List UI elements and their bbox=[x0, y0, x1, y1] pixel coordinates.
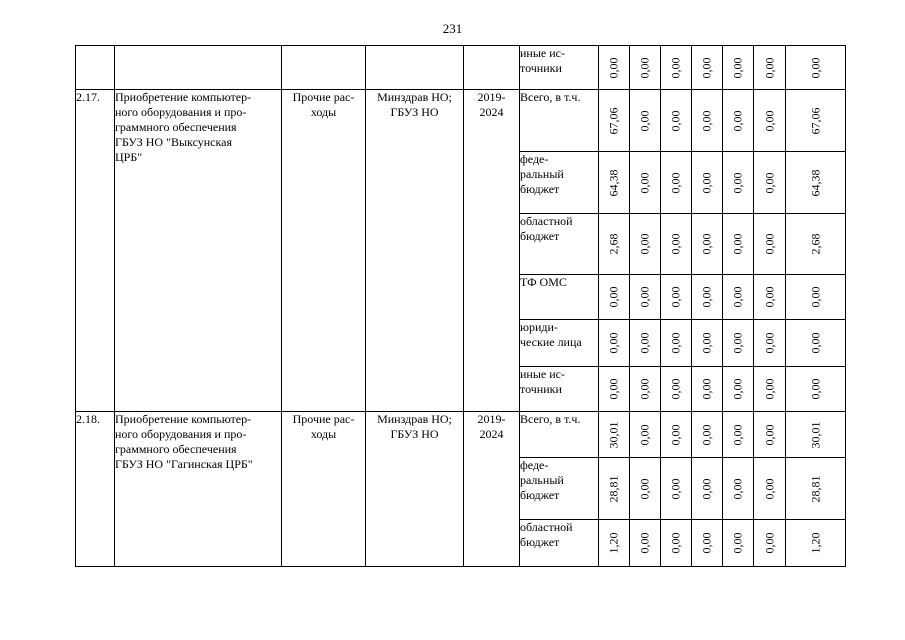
value-cell bbox=[786, 412, 846, 458]
value-cell bbox=[692, 275, 723, 320]
item-name: Приобретение компьютер- ного оборудования и про- граммного обеспечения ГБУЗ НО "Выксунская ЦРБ" bbox=[115, 90, 282, 412]
value-cell bbox=[630, 320, 661, 367]
value-cell bbox=[692, 458, 723, 520]
value-cell bbox=[754, 152, 786, 214]
value-text: 0,00 bbox=[730, 424, 745, 445]
value-cell bbox=[661, 152, 692, 214]
value-text: 0,00 bbox=[668, 110, 683, 131]
value-cell bbox=[723, 275, 754, 320]
value-text: 0,00 bbox=[668, 172, 683, 193]
value-text: 67,06 bbox=[808, 107, 822, 134]
value-text: 0,00 bbox=[730, 110, 745, 131]
table-row bbox=[76, 90, 846, 152]
value-cell bbox=[599, 412, 630, 458]
value-cell bbox=[754, 320, 786, 367]
value-text: 0,00 bbox=[730, 478, 745, 499]
value-text: 0,00 bbox=[668, 478, 683, 499]
value-cell bbox=[599, 152, 630, 214]
value-text: 0,00 bbox=[762, 332, 776, 354]
item-number: 2.17. bbox=[76, 90, 115, 412]
value-cell bbox=[754, 90, 786, 152]
value-cell bbox=[754, 214, 786, 275]
value-text: 0,00 bbox=[762, 110, 776, 131]
value-text: 0,00 bbox=[637, 57, 652, 78]
value-cell bbox=[786, 458, 846, 520]
value-text: 0,00 bbox=[808, 286, 822, 308]
funding-source: феде- ральный бюджет bbox=[520, 152, 599, 214]
value-cell bbox=[723, 90, 754, 152]
value-cell bbox=[754, 367, 786, 412]
value-text: 0,00 bbox=[808, 378, 822, 400]
value-cell bbox=[661, 214, 692, 275]
value-cell bbox=[692, 214, 723, 275]
value-cell bbox=[754, 520, 786, 567]
period: 2019- 2024 bbox=[464, 412, 520, 567]
value-text: 1,20 bbox=[606, 532, 621, 554]
value-cell bbox=[630, 458, 661, 520]
funding-source: иные ис- точники bbox=[520, 46, 599, 90]
value-text: 0,00 bbox=[762, 424, 776, 445]
value-cell bbox=[786, 46, 846, 90]
value-text: 0,00 bbox=[637, 332, 652, 354]
value-text: 0,00 bbox=[668, 424, 683, 445]
value-cell bbox=[786, 275, 846, 320]
value-cell bbox=[661, 412, 692, 458]
value-cell bbox=[723, 46, 754, 90]
value-text: 0,00 bbox=[668, 233, 683, 255]
value-text: 0,00 bbox=[699, 532, 714, 554]
empty-cell bbox=[282, 46, 366, 90]
value-cell bbox=[630, 412, 661, 458]
value-cell bbox=[630, 520, 661, 567]
value-text: 64,38 bbox=[808, 169, 822, 196]
value-text: 1,20 bbox=[808, 532, 822, 554]
value-cell bbox=[723, 367, 754, 412]
value-text: 0,00 bbox=[762, 478, 776, 499]
value-text: 30,01 bbox=[808, 421, 822, 448]
value-text: 0,00 bbox=[808, 332, 822, 354]
value-cell bbox=[661, 275, 692, 320]
funding-source: иные ис- точники bbox=[520, 367, 599, 412]
value-cell bbox=[754, 46, 786, 90]
value-text: 67,06 bbox=[606, 107, 621, 134]
value-text: 0,00 bbox=[699, 110, 714, 131]
expense-type: Прочие рас- ходы bbox=[282, 90, 366, 412]
value-text: 30,01 bbox=[606, 421, 621, 448]
value-text: 0,00 bbox=[637, 378, 652, 400]
value-cell bbox=[599, 458, 630, 520]
value-text: 0,00 bbox=[762, 286, 776, 308]
value-cell bbox=[661, 367, 692, 412]
value-text: 64,38 bbox=[606, 169, 621, 196]
empty-cell bbox=[366, 46, 464, 90]
value-text: 0,00 bbox=[668, 57, 683, 78]
value-text: 0,00 bbox=[762, 57, 776, 78]
value-text: 0,00 bbox=[762, 532, 776, 554]
value-text: 0,00 bbox=[699, 332, 714, 354]
value-text: 0,00 bbox=[730, 532, 745, 554]
value-cell bbox=[599, 520, 630, 567]
value-cell bbox=[692, 46, 723, 90]
value-text: 28,81 bbox=[808, 475, 822, 502]
value-text: 0,00 bbox=[699, 286, 714, 308]
funding-source: областной бюджет bbox=[520, 214, 599, 275]
executor: Минздрав НО; ГБУЗ НО bbox=[366, 90, 464, 412]
value-cell bbox=[723, 520, 754, 567]
value-cell bbox=[786, 320, 846, 367]
value-cell bbox=[661, 320, 692, 367]
value-text: 0,00 bbox=[637, 110, 652, 131]
value-cell bbox=[754, 275, 786, 320]
expense-type: Прочие рас- ходы bbox=[282, 412, 366, 567]
value-text: 0,00 bbox=[699, 172, 714, 193]
value-cell bbox=[692, 520, 723, 567]
value-text: 0,00 bbox=[730, 378, 745, 400]
value-cell bbox=[599, 46, 630, 90]
value-cell bbox=[630, 90, 661, 152]
value-text: 0,00 bbox=[808, 57, 822, 78]
value-cell bbox=[692, 90, 723, 152]
table-row bbox=[76, 46, 846, 90]
value-cell bbox=[630, 275, 661, 320]
value-text: 0,00 bbox=[730, 332, 745, 354]
value-text: 0,00 bbox=[668, 532, 683, 554]
item-name: Приобретение компьютер- ного оборудования и про- граммного обеспечения ГБУЗ НО "Гагинская ЦРБ" bbox=[115, 412, 282, 567]
value-text: 0,00 bbox=[637, 532, 652, 554]
value-cell bbox=[723, 320, 754, 367]
value-text: 0,00 bbox=[668, 286, 683, 308]
funding-source: Всего, в т.ч. bbox=[520, 90, 599, 152]
value-text: 0,00 bbox=[730, 233, 745, 255]
value-cell bbox=[599, 275, 630, 320]
funding-source: юриди- ческие лица bbox=[520, 320, 599, 367]
value-text: 0,00 bbox=[730, 172, 745, 193]
value-text: 0,00 bbox=[668, 332, 683, 354]
value-text: 0,00 bbox=[637, 172, 652, 193]
value-cell bbox=[754, 412, 786, 458]
value-cell bbox=[661, 90, 692, 152]
value-cell bbox=[599, 90, 630, 152]
value-text: 0,00 bbox=[762, 172, 776, 193]
value-text: 0,00 bbox=[637, 286, 652, 308]
value-cell bbox=[630, 367, 661, 412]
empty-cell bbox=[464, 46, 520, 90]
value-cell bbox=[661, 520, 692, 567]
value-text: 0,00 bbox=[730, 286, 745, 308]
value-text: 2,68 bbox=[606, 233, 621, 255]
value-cell bbox=[723, 412, 754, 458]
value-cell bbox=[630, 46, 661, 90]
page-number: 231 bbox=[442, 21, 463, 36]
value-cell bbox=[599, 320, 630, 367]
value-cell bbox=[754, 458, 786, 520]
value-text: 0,00 bbox=[730, 57, 745, 78]
value-text: 0,00 bbox=[606, 332, 621, 354]
empty-cell bbox=[76, 46, 115, 90]
value-cell bbox=[786, 520, 846, 567]
table-row bbox=[76, 412, 846, 458]
financing-table bbox=[75, 45, 846, 567]
value-text: 0,00 bbox=[637, 233, 652, 255]
value-text: 0,00 bbox=[606, 57, 621, 78]
value-text: 0,00 bbox=[699, 424, 714, 445]
value-cell bbox=[692, 320, 723, 367]
value-cell bbox=[599, 214, 630, 275]
value-cell bbox=[723, 458, 754, 520]
value-text: 0,00 bbox=[699, 478, 714, 499]
value-text: 0,00 bbox=[762, 378, 776, 400]
value-cell bbox=[630, 214, 661, 275]
value-text: 2,68 bbox=[808, 233, 822, 255]
funding-source: областной бюджет bbox=[520, 520, 599, 567]
value-cell bbox=[692, 367, 723, 412]
value-text: 0,00 bbox=[699, 57, 714, 78]
value-cell bbox=[692, 152, 723, 214]
funding-source: феде- ральный бюджет bbox=[520, 458, 599, 520]
value-cell bbox=[786, 367, 846, 412]
value-text: 28,81 bbox=[606, 475, 621, 502]
value-cell bbox=[786, 152, 846, 214]
funding-source: Всего, в т.ч. bbox=[520, 412, 599, 458]
value-text: 0,00 bbox=[637, 478, 652, 499]
period: 2019- 2024 bbox=[464, 90, 520, 412]
value-text: 0,00 bbox=[606, 378, 621, 400]
value-cell bbox=[692, 412, 723, 458]
value-cell bbox=[661, 458, 692, 520]
value-text: 0,00 bbox=[762, 233, 776, 255]
executor: Минздрав НО; ГБУЗ НО bbox=[366, 412, 464, 567]
value-text: 0,00 bbox=[637, 424, 652, 445]
value-cell bbox=[630, 152, 661, 214]
value-cell bbox=[723, 152, 754, 214]
item-number: 2.18. bbox=[76, 412, 115, 567]
value-text: 0,00 bbox=[606, 286, 621, 308]
value-text: 0,00 bbox=[699, 233, 714, 255]
value-cell bbox=[599, 367, 630, 412]
value-cell bbox=[723, 214, 754, 275]
empty-cell bbox=[115, 46, 282, 90]
value-cell bbox=[786, 90, 846, 152]
value-text: 0,00 bbox=[668, 378, 683, 400]
value-text: 0,00 bbox=[699, 378, 714, 400]
value-cell bbox=[661, 46, 692, 90]
funding-source: ТФ ОМС bbox=[520, 275, 599, 320]
value-cell bbox=[786, 214, 846, 275]
